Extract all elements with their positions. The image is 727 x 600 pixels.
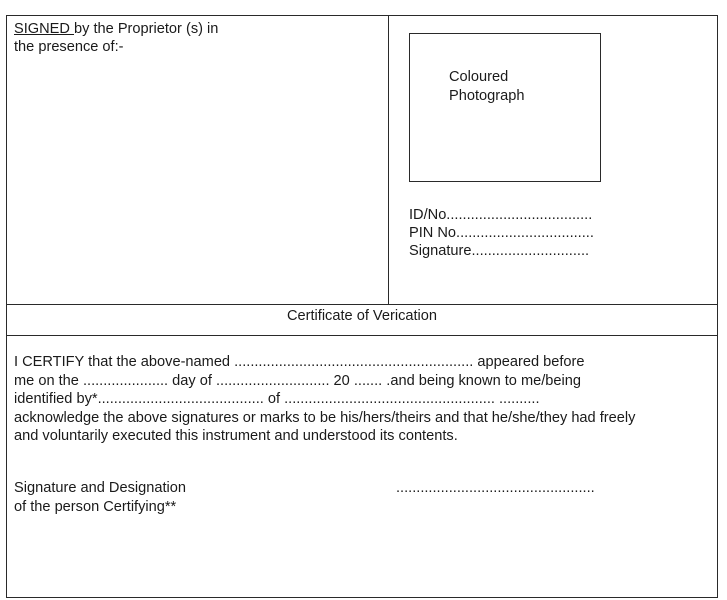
photo-label — [449, 68, 589, 106]
signed-line-1 — [14, 20, 374, 38]
certificate-line-5: and voluntarily executed this instrument and understood its contents. — [14, 428, 458, 444]
photo-cell — [389, 16, 717, 304]
photo-label-line-1: Coloured — [449, 69, 509, 85]
certifier-signature-label — [14, 479, 274, 516]
photo-box — [409, 33, 601, 182]
signature-row — [7, 16, 717, 305]
photo-label-line-2: Photograph — [449, 88, 525, 104]
certifier-label-line-2: of the person Certifying** — [14, 498, 177, 515]
signed-line-1-rest: by the Proprietor (s) in — [74, 21, 219, 37]
certificate-line-4: acknowledge the above signatures or marks to be his/hers/theirs and that he/she/they had freely — [14, 409, 636, 426]
certificate-title: Certificate of Verication — [7, 305, 717, 336]
certificate-body — [14, 353, 714, 446]
certificate-line-3: identified by*......................................... of .................................................... .......... — [14, 391, 540, 407]
id-no-field: ID/No.................................... — [409, 207, 593, 223]
signature-field: Signature............................. — [409, 243, 590, 259]
certificate-line-2: me on the ..................... day of ............................ 20 ....... .and being known to me/being — [14, 372, 581, 389]
signed-statement — [14, 20, 374, 56]
certificate-line-1: I CERTIFY that the above-named ........................................................... appeared before — [14, 354, 585, 370]
id-fields — [409, 206, 709, 260]
certifier-signature-line: ................................................. — [396, 480, 595, 496]
signed-cell — [7, 16, 389, 304]
pin-no-field: PIN No.................................. — [409, 225, 594, 241]
signed-word: SIGNED — [14, 21, 75, 37]
signed-line-2: the presence of:- — [14, 39, 124, 55]
certifier-label-line-1: Signature and Designation — [14, 480, 187, 496]
verification-form — [6, 15, 718, 598]
